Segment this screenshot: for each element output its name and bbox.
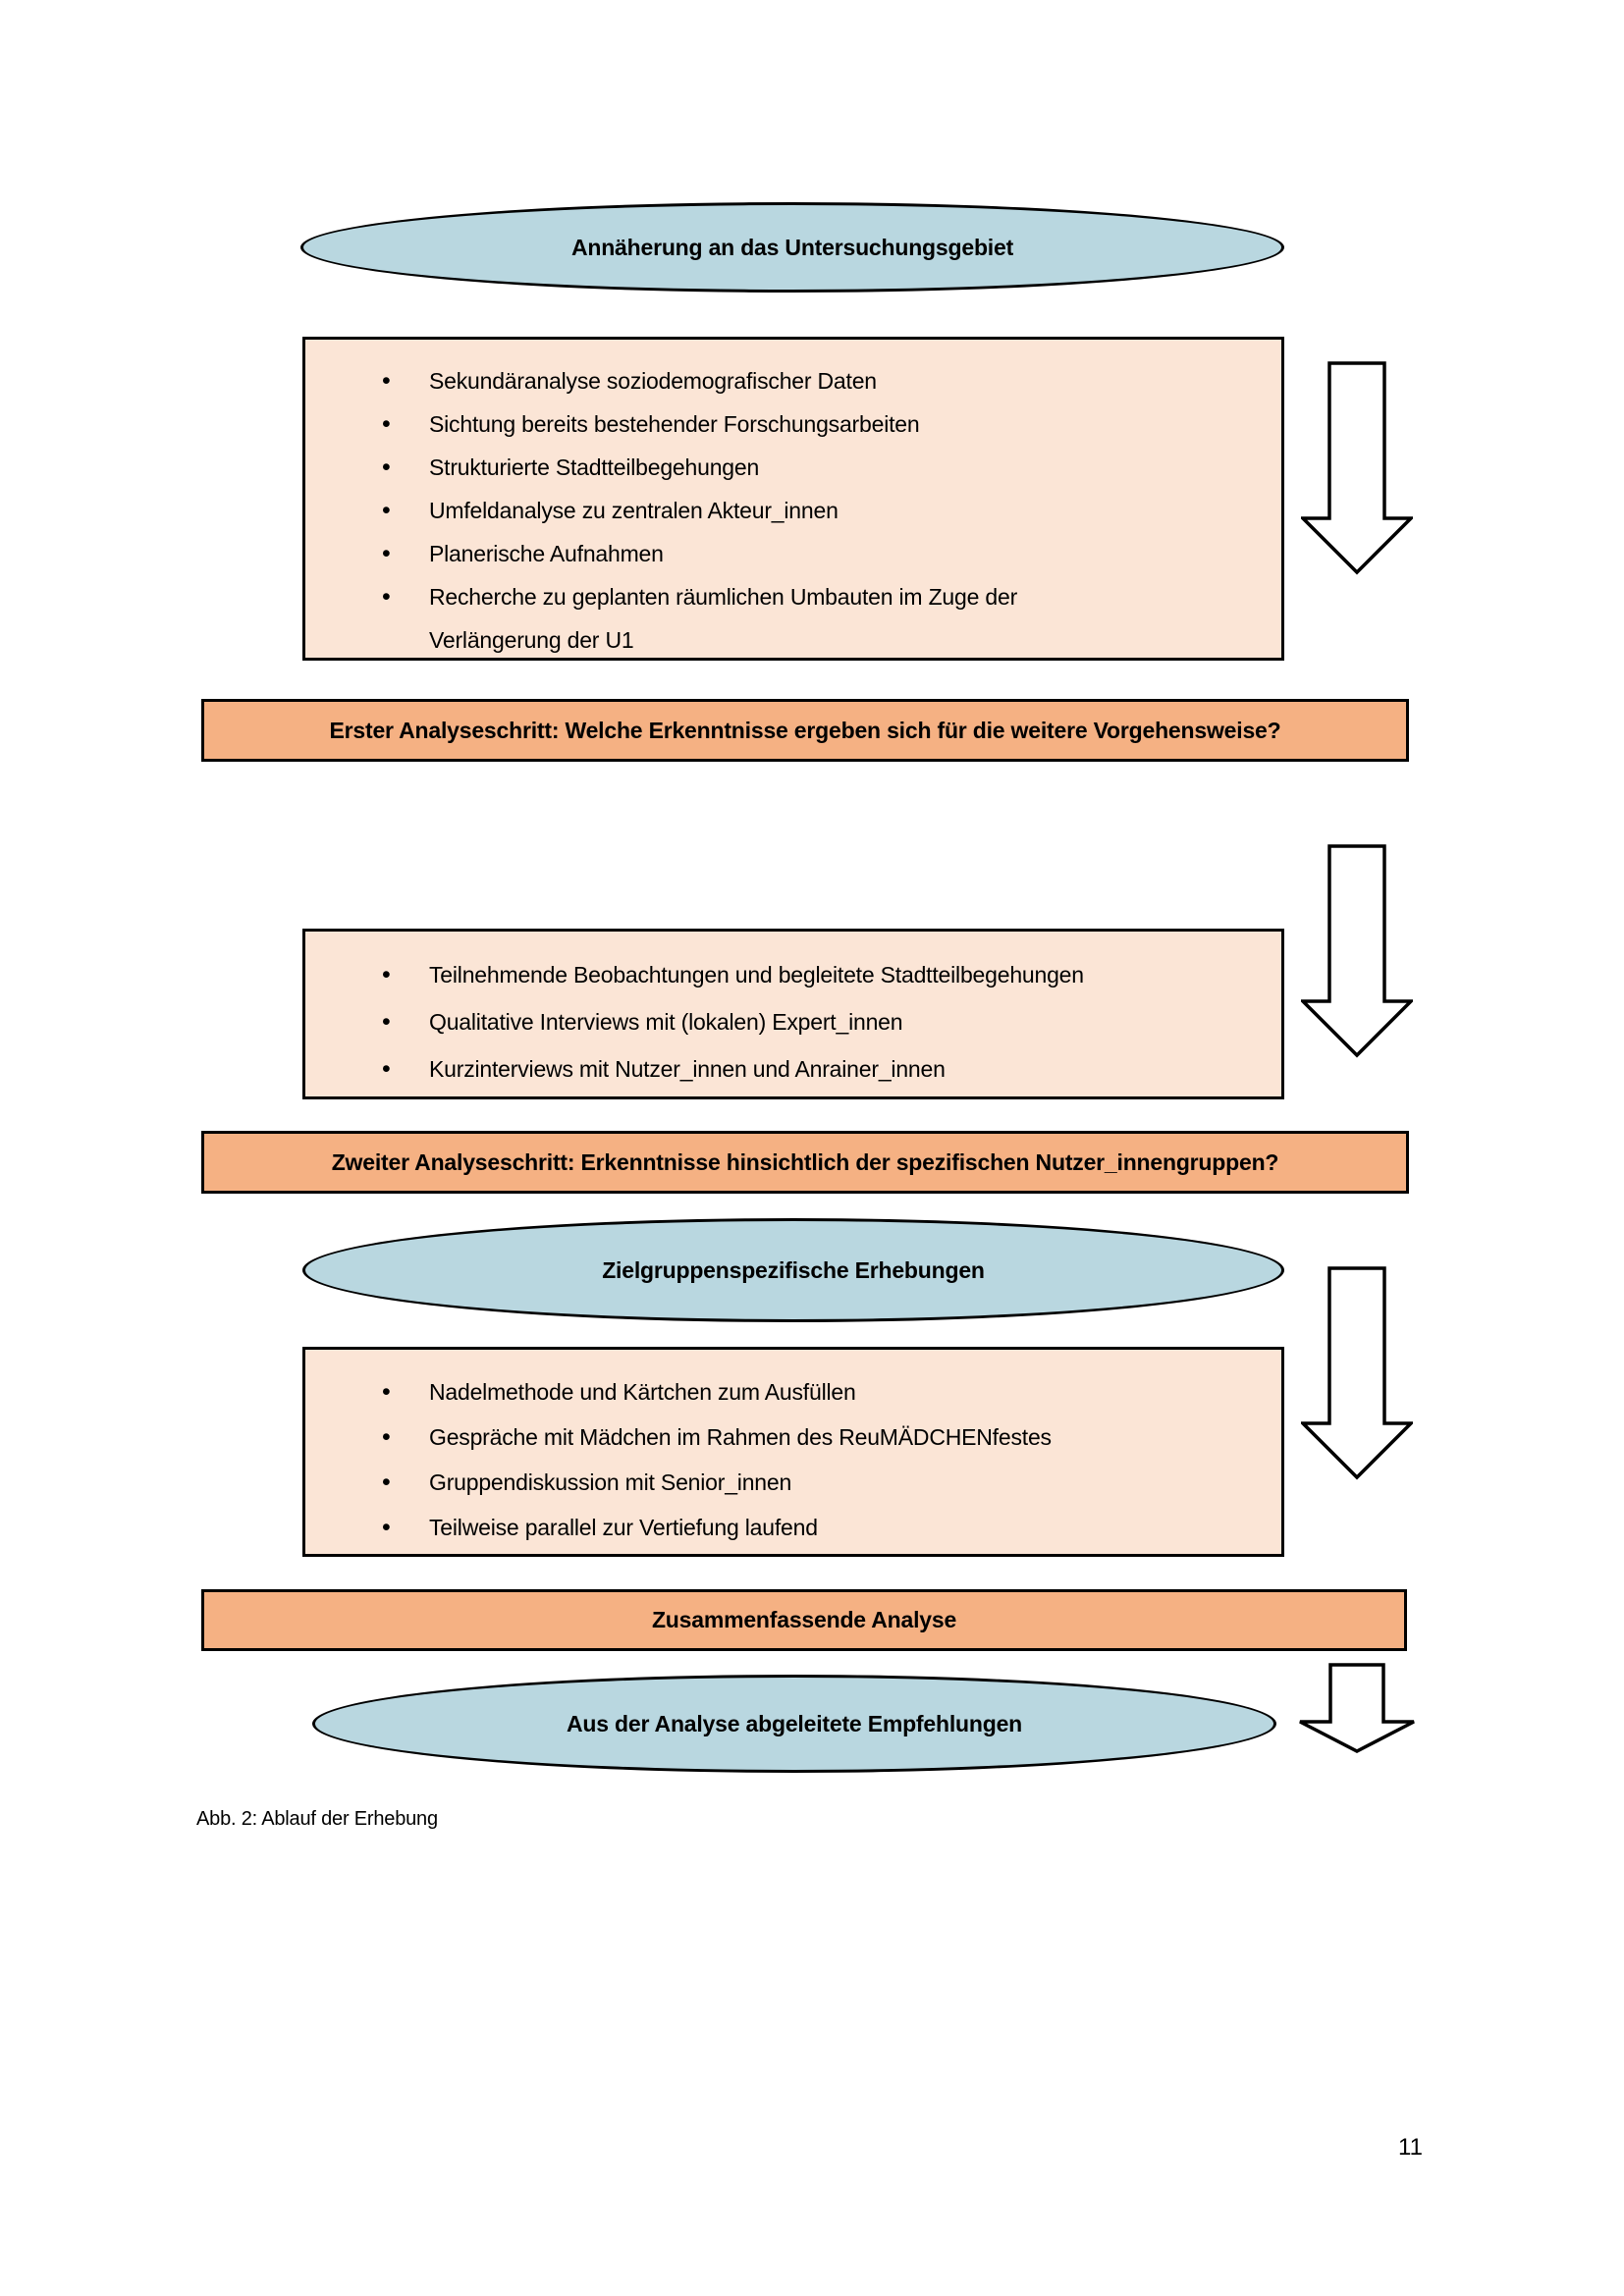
analysis-step-1-label: Erster Analyseschritt: Welche Erkenntnisse ergeben sich für die weitere Vorgehensweise?: [329, 717, 1281, 743]
summary-analysis-label: Zusammenfassende Analyse: [651, 1607, 957, 1632]
list-item: • Gruppendiskussion mit Senior_innen: [378, 1460, 1254, 1505]
analysis-step-2-banner: [201, 1131, 1409, 1194]
methods-box-2: [302, 929, 1284, 1099]
analysis-step-2-label: Zweiter Analyseschritt: Erkenntnisse hinsichtlich der spezifischen Nutzer_innengruppen?: [331, 1148, 1279, 1175]
list-item: • Recherche zu geplanten räumlichen Umbauten im Zuge der Verlängerung der U1: [378, 575, 1254, 662]
list-item: • Sichtung bereits bestehender Forschungsarbeiten: [378, 402, 1254, 446]
down-arrow-icon: [1301, 361, 1413, 575]
figure-caption: Abb. 2: Ablauf der Erhebung: [196, 1808, 438, 1830]
methods-list-1: [305, 340, 1281, 662]
recommendations-ellipse-label: Aus der Analyse abgeleitete Empfehlungen: [566, 1710, 1023, 1736]
list-item: • Strukturierte Stadtteilbegehungen: [378, 446, 1254, 489]
approach-ellipse-label: Annäherung an das Untersuchungsgebiet: [570, 234, 1014, 260]
list-item: • Umfeldanalyse zu zentralen Akteur_innen: [378, 489, 1254, 532]
recommendations-ellipse: [312, 1675, 1276, 1773]
down-arrow-icon: [1301, 1266, 1413, 1480]
list-item: • Kurzinterviews mit Nutzer_innen und Anrainer_innen: [378, 1045, 1254, 1093]
approach-ellipse: [300, 202, 1284, 293]
methods-box-3: [302, 1347, 1284, 1557]
down-arrow-icon: [1298, 1663, 1416, 1753]
target-group-ellipse-label: Zielgruppenspezifische Erhebungen: [602, 1256, 985, 1283]
methods-list-2: [305, 932, 1281, 1093]
methods-list-3: [305, 1350, 1281, 1550]
list-item: • Teilnehmende Beobachtungen und begleitete Stadtteilbegehungen: [378, 951, 1254, 998]
down-arrow-icon: [1301, 844, 1413, 1058]
page-number: 11: [1398, 2134, 1423, 2161]
list-item: • Planerische Aufnahmen: [378, 532, 1254, 575]
list-item: • Gespräche mit Mädchen im Rahmen des ReuMÄDCHENfestes: [378, 1415, 1254, 1460]
target-group-ellipse: [302, 1218, 1284, 1322]
list-item: • Qualitative Interviews mit (lokalen) Expert_innen: [378, 998, 1254, 1045]
list-item: • Teilweise parallel zur Vertiefung laufend: [378, 1505, 1254, 1550]
list-item: • Sekundäranalyse soziodemografischer Daten: [378, 359, 1254, 402]
list-item: • Nadelmethode und Kärtchen zum Ausfüllen: [378, 1369, 1254, 1415]
summary-analysis-banner: [201, 1589, 1407, 1651]
methods-box-1: [302, 337, 1284, 661]
analysis-step-1-banner: [201, 699, 1409, 762]
